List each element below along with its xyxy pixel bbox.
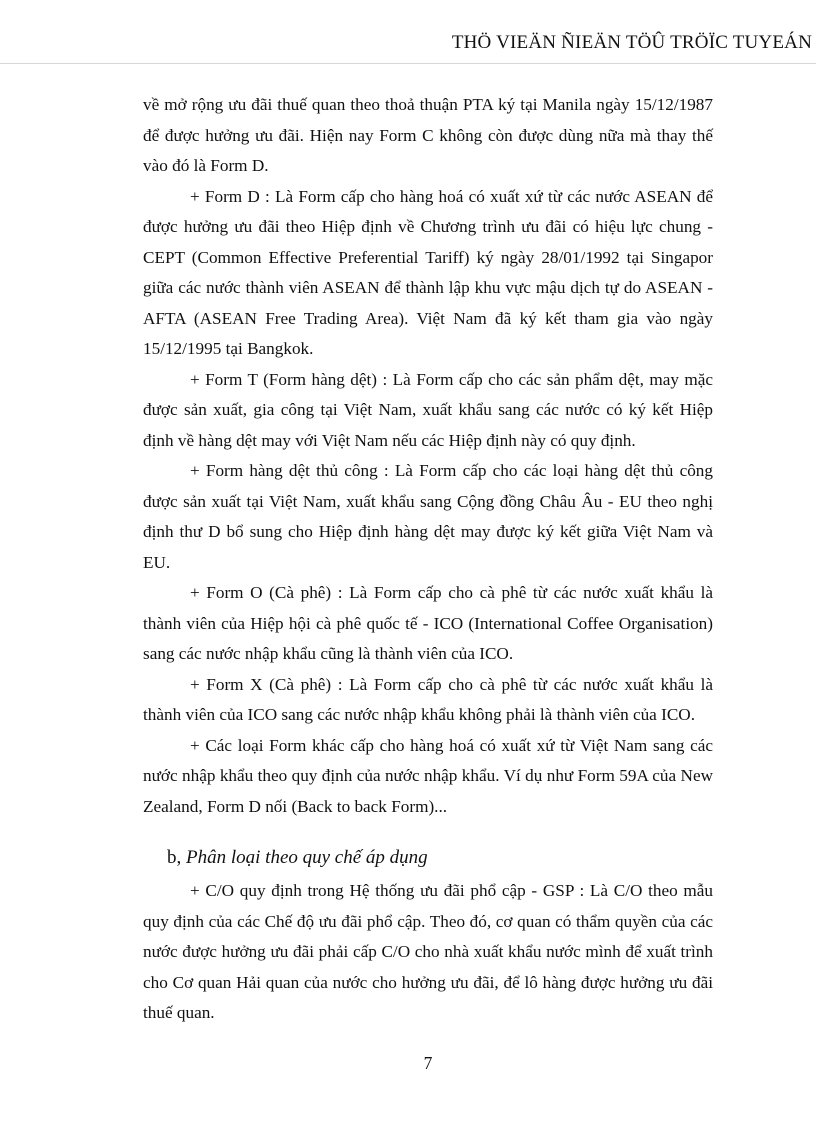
section-prefix: b,	[167, 847, 182, 868]
body-paragraph: + Form T (Form hàng dệt) : Là Form cấp cho các sản phẩm dệt, may mặc được sản xuất, gia công tại Việt Nam, xuất khẩu sang các nước có ký kết Hiệp định về hàng dệt may với Việt Nam nếu các Hiệp định này có quy định.	[143, 369, 713, 450]
body-paragraph: về mở rộng ưu đãi thuế quan theo thoả thuận PTA ký tại Manila ngày 15/12/1987 để được hưởng ưu đãi. Hiện nay Form C không còn được dùng nữa mà thay thế vào đó là Form D.	[143, 95, 713, 175]
body-paragraph: + Form hàng dệt thủ công : Là Form cấp cho các loại hàng dệt thủ công được sản xuất tại Việt Nam, xuất khẩu sang Cộng đồng Châu Âu - EU theo nghị định thư D bổ sung cho Hiệp định hàng dệt may được ký kết giữa Việt Nam và EU.	[143, 461, 713, 572]
page-number: 7	[423, 1053, 433, 1073]
section-heading	[167, 842, 713, 874]
body-paragraph: + Form O (Cà phê) : Là Form cấp cho cà phê từ các nước xuất khẩu là thành viên của Hiệp hội cà phê quốc tế - ICO (International Coffee Organisation) sang các nước nhập khẩu cũng là thành viên của ICO.	[143, 583, 713, 663]
paragraph-group-before	[143, 90, 713, 822]
body-paragraph: + Các loại Form khác cấp cho hàng hoá có xuất xứ từ Việt Nam sang các nước nhập khẩu theo quy định của nước nhập khẩu. Ví dụ như Form 59A của New Zealand, Form D nối (Back to back Form)...	[143, 735, 713, 816]
section-title: Phân loại theo quy chế áp dụng	[186, 847, 428, 868]
header-divider	[0, 63, 816, 64]
paragraph-group-after	[143, 876, 713, 1029]
running-header: THÖ VIEÄN ÑIEÄN TÖÛ TRÖÏC TUYEÁN	[451, 32, 812, 53]
body-paragraph: + C/O quy định trong Hệ thống ưu đãi phổ cập - GSP : Là C/O theo mẫu quy định của các Chế độ ưu đãi phổ cập. Theo đó, cơ quan có thẩm quyền của các nước được hưởng ưu đãi phải cấp C/O cho nhà xuất khẩu nước mình để xuất trình cho Cơ quan Hải quan của nước cho hưởng ưu đãi, để lô hàng được hưởng ưu đãi thuế quan.	[143, 881, 713, 1022]
document-body	[143, 90, 713, 1029]
body-paragraph: + Form D : Là Form cấp cho hàng hoá có xuất xứ từ các nước ASEAN để được hưởng ưu đãi theo Hiệp định về Chương trình ưu đãi có hiệu lực chung - CEPT (Common Effective Preferential Tariff) ký ngày 28/01/1992 tại Singapor giữa các nước thành viên ASEAN để thành lập khu vực mậu dịch tự do ASEAN - AFTA (ASEAN Free Trading Area). Việt Nam đã ký kết tham gia vào ngày 15/12/1995 tại Bangkok.	[143, 186, 713, 358]
body-paragraph: + Form X (Cà phê) : Là Form cấp cho cà phê từ các nước xuất khẩu là thành viên của ICO sang các nước nhập khẩu không phải là thành viên của ICO.	[143, 674, 713, 724]
